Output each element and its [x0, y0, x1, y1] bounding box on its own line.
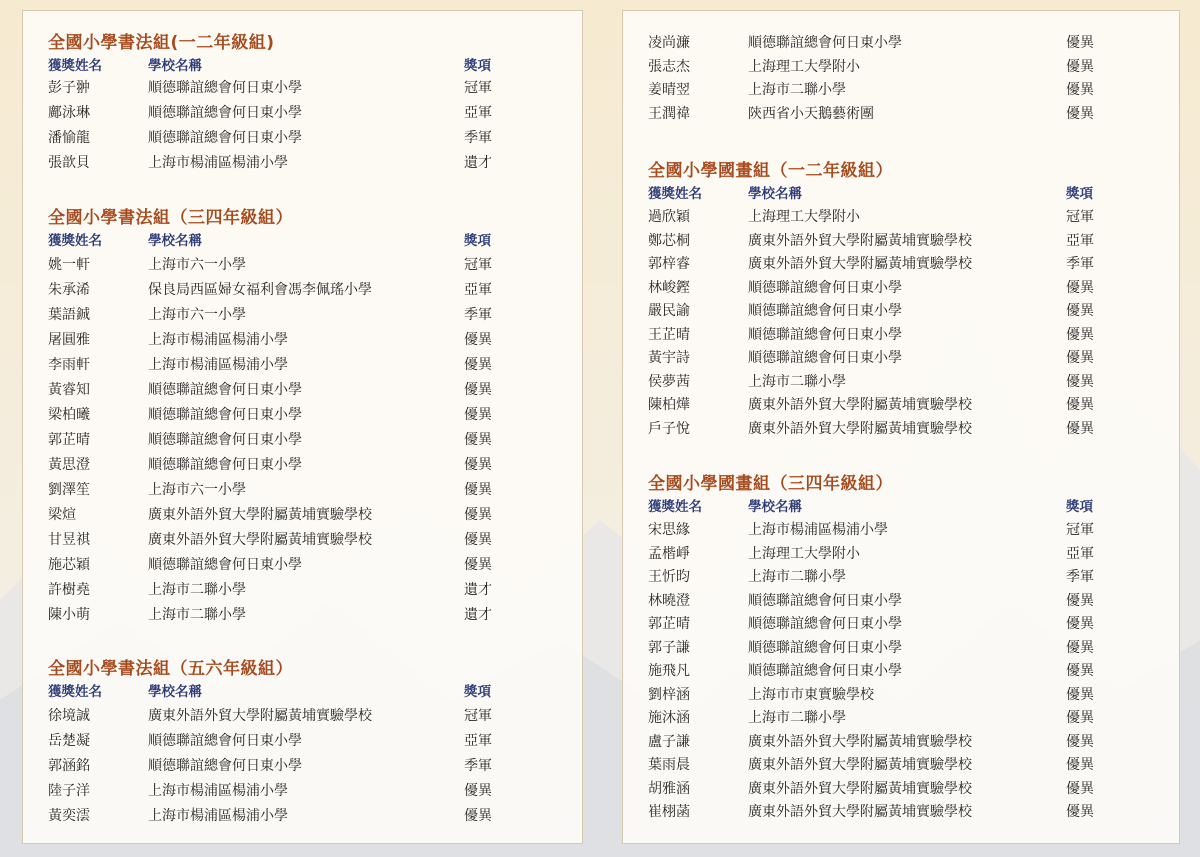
- award-label: 優異: [464, 532, 492, 548]
- table-row: [623, 519, 1179, 544]
- winner-name: 黃睿知: [48, 382, 90, 398]
- school-name: 廣東外語外貿大學附屬黃埔實驗學校: [748, 757, 972, 773]
- winner-name: 姚一軒: [48, 257, 90, 273]
- school-name: 上海市楊浦區楊浦小學: [148, 155, 288, 171]
- school-name: 順德聯誼總會何日東小學: [148, 432, 302, 448]
- award-label: 亞軍: [464, 733, 492, 749]
- table-row: [623, 206, 1179, 231]
- table-row: [23, 354, 582, 379]
- award-label: 優異: [464, 457, 492, 473]
- section-title: 全國小學書法組(一二年級組): [48, 33, 275, 53]
- header-name: 獲獎姓名: [48, 233, 102, 249]
- table-row: [623, 79, 1179, 104]
- award-label: 優異: [1066, 82, 1094, 98]
- header-school: 學校名稱: [148, 233, 202, 249]
- winner-name: 李雨軒: [48, 357, 90, 373]
- award-label: 優異: [464, 382, 492, 398]
- award-label: 優異: [464, 783, 492, 799]
- school-name: 順德聯誼總會何日東小學: [748, 326, 902, 343]
- table-row: [623, 103, 1179, 128]
- winner-name: 葉語鋮: [48, 307, 90, 323]
- table-row: [23, 127, 582, 152]
- school-name: 順德聯誼總會何日東小學: [148, 557, 302, 573]
- school-name: 順德聯誼總會何日東小學: [148, 80, 302, 96]
- winner-name: 林曉澄: [648, 592, 690, 609]
- winner-name: 梁煊: [48, 507, 76, 523]
- table-row: [23, 279, 582, 304]
- award-label: 優異: [1066, 58, 1094, 75]
- award-label: 優異: [464, 332, 492, 348]
- winner-name: 彭子翀: [48, 80, 90, 96]
- winner-name: 施沐涵: [648, 710, 690, 726]
- table-row: [623, 801, 1179, 826]
- award-label: 冠軍: [464, 80, 492, 96]
- award-label: 亞軍: [464, 282, 492, 298]
- award-label: 冠軍: [1066, 209, 1094, 225]
- table-row: [623, 684, 1179, 709]
- table-row: [23, 454, 582, 479]
- table-row: [23, 429, 582, 454]
- award-label: 遺才: [464, 582, 492, 598]
- school-name: 順德聯誼總會何日東小學: [148, 758, 302, 774]
- school-name: 順德聯誼總會何日東小學: [748, 639, 902, 656]
- winner-name: 王芷晴: [648, 326, 690, 343]
- table-row: [23, 805, 582, 830]
- table-row: [623, 56, 1179, 81]
- table-row: [623, 300, 1179, 325]
- award-label: 季軍: [464, 758, 492, 774]
- winner-name: 孟楷崢: [648, 545, 690, 562]
- winner-name: 鄺泳琳: [48, 105, 90, 121]
- school-name: 廣東外語外貿大學附屬黃埔實驗學校: [148, 708, 372, 724]
- school-name: 順德聯誼總會何日東小學: [148, 382, 302, 398]
- column-header: [23, 680, 582, 700]
- school-name: 順德聯誼總會何日東小學: [148, 105, 302, 121]
- winner-name: 張歆貝: [48, 155, 90, 171]
- table-row: [623, 253, 1179, 278]
- table-row: [623, 566, 1179, 591]
- award-label: 優異: [464, 407, 492, 423]
- section-title: 全國小學書法組（五六年級組）: [48, 659, 293, 679]
- table-row: [623, 230, 1179, 255]
- winner-name: 許樹堯: [48, 582, 90, 598]
- school-name: 廣東外語外貿大學附屬黃埔實驗學校: [748, 232, 972, 249]
- table-row: [23, 730, 582, 755]
- header-name: 獲獎姓名: [48, 58, 102, 74]
- header-school: 學校名稱: [748, 499, 802, 515]
- award-label: 季軍: [464, 130, 492, 146]
- section-title: 全國小學國畫組（一二年級組）: [648, 161, 893, 181]
- award-label: 優異: [464, 808, 492, 824]
- school-name: 上海市市東實驗學校: [748, 686, 874, 703]
- winner-name: 過欣穎: [648, 209, 690, 225]
- table-row: [23, 304, 582, 329]
- column-header: [23, 229, 582, 249]
- school-name: 順德聯誼總會何日東小學: [748, 303, 902, 319]
- table-row: [623, 637, 1179, 662]
- award-label: 優異: [1066, 780, 1094, 797]
- column-header: [623, 495, 1179, 515]
- winner-name: 胡雅涵: [648, 780, 690, 797]
- table-row: [23, 152, 582, 177]
- award-label: 優異: [1066, 592, 1094, 609]
- table-row: [623, 590, 1179, 615]
- winner-name: 葉雨晨: [648, 757, 690, 773]
- header-school: 學校名稱: [148, 684, 202, 700]
- table-row: [23, 77, 582, 102]
- school-name: 順德聯誼總會何日東小學: [148, 733, 302, 749]
- section-title: 全國小學國畫組（三四年級組）: [648, 474, 893, 494]
- table-row: [23, 404, 582, 429]
- school-name: 上海市二聯小學: [748, 710, 846, 726]
- winner-name: 徐境誠: [48, 708, 90, 724]
- award-label: 冠軍: [464, 708, 492, 724]
- winner-name: 王忻昀: [648, 569, 690, 585]
- table-row: [623, 778, 1179, 803]
- school-name: 上海市二聯小學: [148, 582, 246, 598]
- school-name: 廣東外語外貿大學附屬黃埔實驗學校: [748, 804, 972, 820]
- school-name: 上海市二聯小學: [748, 82, 846, 98]
- school-name: 上海市六一小學: [148, 482, 246, 498]
- winner-name: 潘愉龍: [48, 130, 90, 146]
- table-row: [23, 604, 582, 629]
- award-label: 優異: [1066, 663, 1094, 679]
- award-label: 優異: [1066, 373, 1094, 390]
- header-award: 獎項: [464, 233, 491, 249]
- winner-name: 王潤禕: [648, 105, 690, 122]
- winner-name: 姜晴翌: [648, 82, 690, 98]
- school-name: 廣東外語外貿大學附屬黃埔實驗學校: [748, 780, 972, 797]
- award-label: 優異: [464, 432, 492, 448]
- school-name: 上海市楊浦區楊浦小學: [148, 808, 288, 824]
- school-name: 上海理工大學附小: [748, 209, 860, 225]
- school-name: 順德聯誼總會何日東小學: [148, 457, 302, 473]
- award-label: 優異: [1066, 733, 1094, 750]
- section-title: 全國小學書法組（三四年級組）: [48, 208, 293, 228]
- table-row: [623, 371, 1179, 396]
- table-row: [23, 554, 582, 579]
- school-name: 上海理工大學附小: [748, 58, 860, 75]
- award-label: 優異: [1066, 710, 1094, 726]
- table-row: [23, 504, 582, 529]
- winner-name: 嚴民諭: [648, 303, 690, 319]
- table-row: [623, 32, 1179, 57]
- school-name: 順德聯誼總會何日東小學: [748, 35, 902, 51]
- school-name: 順德聯誼總會何日東小學: [748, 279, 902, 296]
- winner-name: 郭涵銘: [48, 758, 90, 774]
- award-label: 優異: [1066, 804, 1094, 820]
- school-name: 上海市楊浦區楊浦小學: [148, 357, 288, 373]
- winner-name: 劉梓涵: [648, 686, 690, 703]
- table-row: [623, 613, 1179, 638]
- award-label: 優異: [1066, 420, 1094, 437]
- school-name: 順德聯誼總會何日東小學: [748, 663, 902, 679]
- award-label: 遺才: [464, 155, 492, 171]
- winner-name: 郭芷晴: [648, 616, 690, 632]
- school-name: 順德聯誼總會何日東小學: [748, 350, 902, 366]
- school-name: 上海市六一小學: [148, 307, 246, 323]
- table-row: [623, 707, 1179, 732]
- award-label: 優異: [1066, 757, 1094, 773]
- header-school: 學校名稱: [748, 186, 802, 202]
- winner-name: 甘昱祺: [48, 532, 90, 548]
- award-label: 優異: [1066, 639, 1094, 656]
- winner-name: 戶子悅: [648, 420, 690, 437]
- table-row: [23, 705, 582, 730]
- award-label: 優異: [1066, 279, 1094, 296]
- school-name: 廣東外語外貿大學附屬黃埔實驗學校: [748, 397, 972, 413]
- award-label: 優異: [1066, 326, 1094, 343]
- table-row: [23, 329, 582, 354]
- school-name: 廣東外語外貿大學附屬黃埔實驗學校: [148, 532, 372, 548]
- award-label: 優異: [1066, 397, 1094, 413]
- winner-name: 岳楚凝: [48, 733, 90, 749]
- award-label: 優異: [1066, 686, 1094, 703]
- table-row: [23, 579, 582, 604]
- winner-name: 宋思緣: [648, 522, 690, 538]
- header-award: 獎項: [1066, 499, 1093, 515]
- award-label: 亞軍: [1066, 232, 1094, 249]
- award-label: 優異: [1066, 105, 1094, 122]
- school-name: 上海市楊浦區楊浦小學: [148, 783, 288, 799]
- school-name: 陝西省小天鵝藝術團: [748, 105, 874, 122]
- winner-name: 施飛凡: [648, 663, 690, 679]
- award-label: 季軍: [464, 307, 492, 323]
- header-award: 獎項: [464, 684, 491, 700]
- winner-name: 盧子謙: [648, 733, 690, 750]
- winner-name: 鄭芯桐: [648, 232, 690, 249]
- school-name: 上海市六一小學: [148, 257, 246, 273]
- school-name: 順德聯誼總會何日東小學: [748, 592, 902, 609]
- right-panel: [622, 10, 1180, 844]
- header-award: 獎項: [1066, 186, 1093, 202]
- winner-name: 凌尚濂: [648, 35, 690, 51]
- award-label: 亞軍: [464, 105, 492, 121]
- header-name: 獲獎姓名: [48, 684, 102, 700]
- table-row: [23, 755, 582, 780]
- winner-name: 郭梓睿: [648, 256, 690, 272]
- winner-name: 黃奕澐: [48, 808, 90, 824]
- school-name: 順德聯誼總會何日東小學: [748, 616, 902, 632]
- award-label: 冠軍: [464, 257, 492, 273]
- award-label: 優異: [1066, 303, 1094, 319]
- winner-name: 黃思澄: [48, 457, 90, 473]
- school-name: 廣東外語外貿大學附屬黃埔實驗學校: [748, 256, 972, 272]
- school-name: 上海市楊浦區楊浦小學: [148, 332, 288, 348]
- table-row: [623, 347, 1179, 372]
- award-label: 季軍: [1066, 569, 1094, 585]
- table-row: [623, 324, 1179, 349]
- school-name: 廣東外語外貿大學附屬黃埔實驗學校: [148, 507, 372, 523]
- winner-name: 黃宇詩: [648, 350, 690, 366]
- header-award: 獎項: [464, 58, 491, 74]
- winner-name: 陸子洋: [48, 783, 90, 799]
- school-name: 上海市二聯小學: [148, 607, 246, 623]
- award-label: 優異: [1066, 35, 1094, 51]
- winner-name: 施芯穎: [48, 557, 90, 573]
- winner-name: 張志杰: [648, 58, 690, 75]
- winner-name: 林峻鏗: [648, 279, 690, 296]
- winner-name: 梁柏曦: [48, 407, 90, 423]
- column-header: [623, 182, 1179, 202]
- award-label: 亞軍: [1066, 545, 1094, 562]
- table-row: [623, 394, 1179, 419]
- header-name: 獲獎姓名: [648, 186, 702, 202]
- table-row: [23, 102, 582, 127]
- school-name: 順德聯誼總會何日東小學: [148, 407, 302, 423]
- school-name: 上海市二聯小學: [748, 373, 846, 390]
- award-label: 季軍: [1066, 256, 1094, 272]
- winner-name: 陳小萌: [48, 607, 90, 623]
- school-name: 順德聯誼總會何日東小學: [148, 130, 302, 146]
- winner-name: 郭芷晴: [48, 432, 90, 448]
- table-row: [23, 780, 582, 805]
- winner-name: 朱承浠: [48, 282, 90, 298]
- winner-name: 崔栩菡: [648, 804, 690, 820]
- award-label: 遺才: [464, 607, 492, 623]
- table-row: [623, 731, 1179, 756]
- winner-name: 劉澤笙: [48, 482, 90, 498]
- school-name: 廣東外語外貿大學附屬黃埔實驗學校: [748, 733, 972, 750]
- winner-name: 侯夢茜: [648, 373, 690, 390]
- winner-name: 陳柏燁: [648, 397, 690, 413]
- school-name: 廣東外語外貿大學附屬黃埔實驗學校: [748, 420, 972, 437]
- school-name: 上海市楊浦區楊浦小學: [748, 522, 888, 538]
- table-row: [623, 543, 1179, 568]
- award-label: 優異: [1066, 616, 1094, 632]
- column-header: [23, 54, 582, 74]
- table-row: [623, 660, 1179, 685]
- winner-name: 郭子謙: [648, 639, 690, 656]
- table-row: [23, 529, 582, 554]
- award-label: 冠軍: [1066, 522, 1094, 538]
- school-name: 上海市二聯小學: [748, 569, 846, 585]
- winner-name: 屠圓雅: [48, 332, 90, 348]
- award-label: 優異: [464, 357, 492, 373]
- header-school: 學校名稱: [148, 58, 202, 74]
- school-name: 保良局西區婦女福利會馮李佩瑤小學: [148, 282, 372, 298]
- table-row: [623, 277, 1179, 302]
- table-row: [23, 479, 582, 504]
- award-label: 優異: [1066, 350, 1094, 366]
- school-name: 上海理工大學附小: [748, 545, 860, 562]
- award-label: 優異: [464, 482, 492, 498]
- header-name: 獲獎姓名: [648, 499, 702, 515]
- table-row: [623, 418, 1179, 443]
- award-label: 優異: [464, 507, 492, 523]
- table-row: [23, 254, 582, 279]
- award-label: 優異: [464, 557, 492, 573]
- left-panel: [22, 10, 583, 844]
- table-row: [623, 754, 1179, 779]
- table-row: [23, 379, 582, 404]
